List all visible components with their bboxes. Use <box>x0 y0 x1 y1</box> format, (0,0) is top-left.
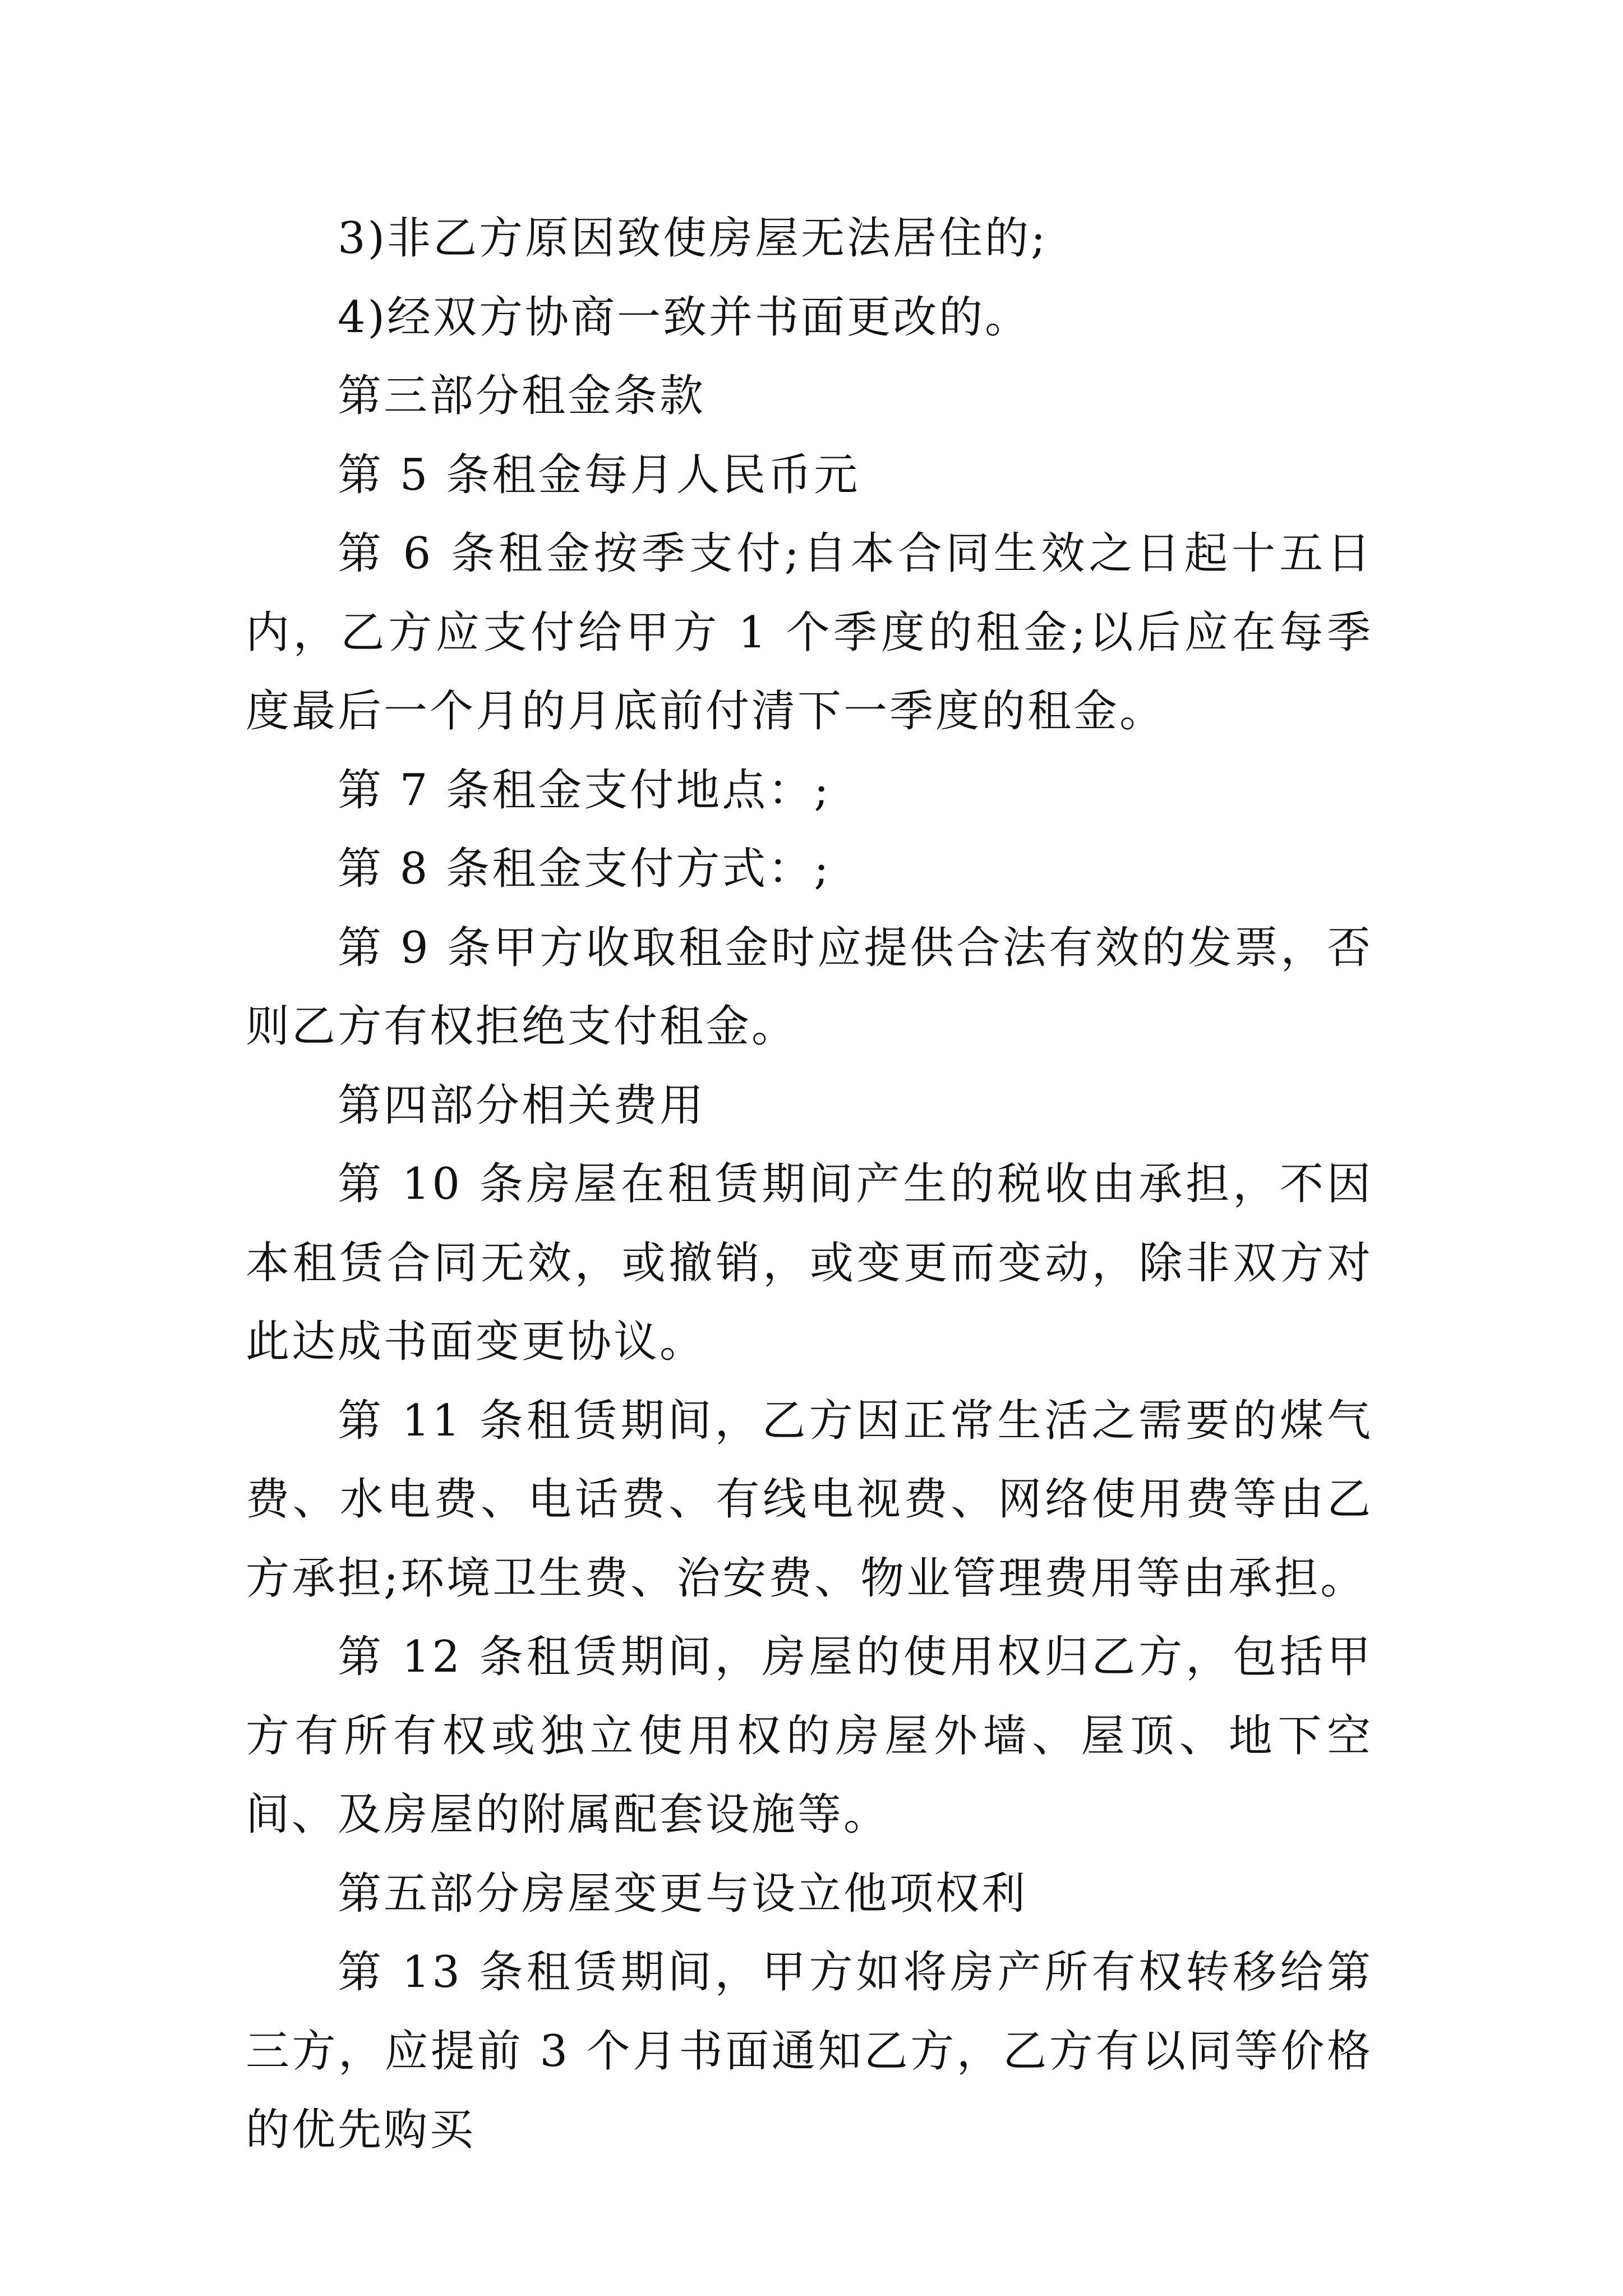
article-11: 第 11 条租赁期间，乙方因正常生活之需要的煤气费、水电费、电话费、有线电视费、网络使用费等由乙方承担;环境卫生费、治安费、物业管理费用等由承担。 <box>246 1395 1373 1604</box>
article-10: 第 10 条房屋在租赁期间产生的税收由承担，不因本租赁合同无效，或撤销，或变更而变动，除非双方对此达成书面变更协议。 <box>246 1159 1373 1367</box>
article-12: 第 12 条租赁期间，房屋的使用权归乙方，包括甲方有所有权或独立使用权的房屋外墙、屋顶、地下空间、及房屋的附属配套设施等。 <box>246 1632 1373 1840</box>
article-9: 第 9 条甲方收取租金时应提供合法有效的发票，否则乙方有权拒绝支付租金。 <box>246 922 1373 1052</box>
article-13: 第 13 条租赁期间，甲方如将房产所有权转移给第三方，应提前 3 个月书面通知乙方，乙方有以同等价格的优先购买 <box>246 1947 1373 2155</box>
article-8: 第 8 条租金支付方式：; <box>338 844 831 894</box>
article-6: 第 6 条租金按季支付;自本合同生效之日起十五日内，乙方应支付给甲方 1 个季度的租金;以后应在每季度最后一个月的月底前付清下一季度的租金。 <box>246 528 1373 737</box>
article-5: 第 5 条租金每月人民币元 <box>338 449 860 500</box>
clause-item-3: 3)非乙方原因致使房屋无法居住的; <box>338 213 1048 264</box>
section-heading-related-fees: 第四部分相关费用 <box>338 1080 706 1131</box>
clause-item-4: 4)经双方协商一致并书面更改的。 <box>338 292 1031 343</box>
document-body <box>246 199 1373 2170</box>
article-7: 第 7 条租金支付地点：; <box>338 765 831 816</box>
section-heading-rent-terms: 第三部分租金条款 <box>338 371 706 421</box>
section-heading-house-change: 第五部分房屋变更与设立他项权利 <box>338 1868 1028 1919</box>
